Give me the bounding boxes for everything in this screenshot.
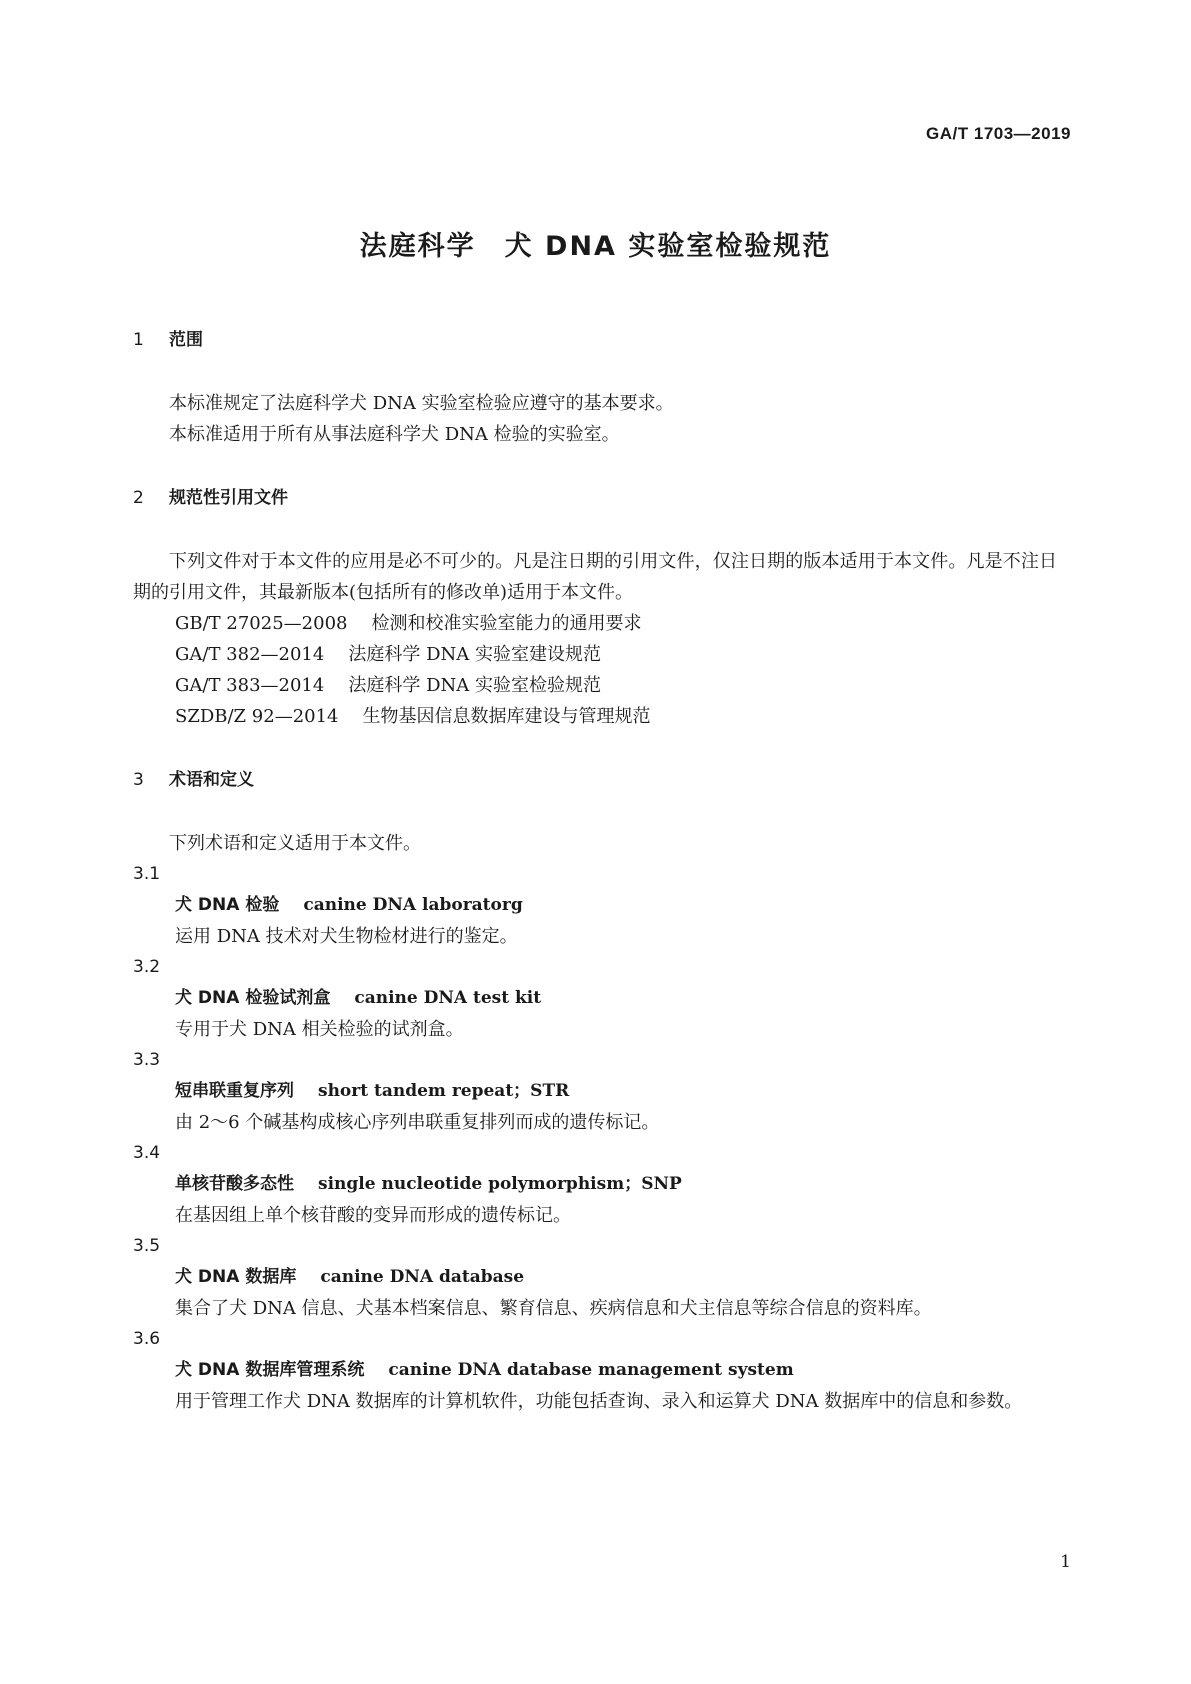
reference-code: GA/T 382—2014 (175, 644, 325, 665)
paragraph: 本标准适用于所有从事法庭科学犬 DNA 检验的实验室。 (169, 424, 620, 445)
term-name (133, 1355, 1057, 1386)
document-title: 法庭科学 犬 DNA 实验室检验规范 (359, 231, 832, 262)
section-heading-scope (133, 326, 1057, 354)
term-definition: 用于管理工作犬 DNA 数据库的计算机软件，功能包括查询、录入和运算犬 DNA 数据库中的信息和参数。 (175, 1391, 1023, 1412)
section-number: 2 (133, 488, 144, 508)
section-number: 3 (133, 770, 144, 790)
paragraph: 下列术语和定义适用于本文件。 (169, 833, 421, 854)
term-entry (133, 1231, 1057, 1324)
term-number: 3.5 (133, 1236, 161, 1256)
term-definition: 在基因组上单个核苷酸的变异而形成的遗传标记。 (175, 1205, 571, 1226)
term-name-zh: 单核苷酸多态性 (175, 1174, 294, 1194)
reference-code: SZDB/Z 92—2014 (175, 706, 339, 727)
term-number: 3.6 (133, 1329, 161, 1349)
term-number: 3.2 (133, 957, 161, 977)
section-heading-terms-definitions (133, 766, 1057, 794)
term-name (133, 983, 1057, 1014)
page-number: 1 (1060, 1552, 1071, 1572)
reference-code: GB/T 27025—2008 (175, 613, 348, 634)
document-body (133, 326, 1057, 1417)
term-definition: 专用于犬 DNA 相关检验的试剂盒。 (175, 1019, 464, 1040)
reference-item (133, 639, 1057, 670)
term-name-en: short tandem repeat；STR (318, 1081, 570, 1101)
reference-item (133, 701, 1057, 732)
term-name (133, 1076, 1057, 1107)
reference-code: GA/T 383—2014 (175, 675, 325, 696)
reference-title: 法庭科学 DNA 实验室建设规范 (348, 644, 601, 665)
section-title: 规范性引用文件 (169, 488, 288, 508)
term-number: 3.4 (133, 1143, 161, 1163)
term-name-en: canine DNA database management system (388, 1360, 794, 1380)
reference-item (133, 670, 1057, 701)
term-definition: 集合了犬 DNA 信息、犬基本档案信息、繁育信息、疾病信息和犬主信息等综合信息的资料库。 (175, 1298, 932, 1319)
term-name-en: single nucleotide polymorphism；SNP (318, 1174, 682, 1194)
term-entry (133, 1138, 1057, 1231)
term-name-en: canine DNA laboratorg (303, 895, 523, 915)
term-entry (133, 952, 1057, 1045)
term-name (133, 890, 1057, 921)
term-name (133, 1262, 1057, 1293)
term-name-zh: 短串联重复序列 (175, 1081, 294, 1101)
term-definition: 运用 DNA 技术对犬生物检材进行的鉴定。 (175, 926, 518, 947)
term-entry (133, 1324, 1057, 1417)
term-name (133, 1169, 1057, 1200)
reference-item (133, 608, 1057, 639)
paragraph: 本标准规定了法庭科学犬 DNA 实验室检验应遵守的基本要求。 (169, 393, 674, 414)
standard-code: GA/T 1703—2019 (926, 124, 1071, 143)
term-number: 3.3 (133, 1050, 161, 1070)
term-entry (133, 859, 1057, 952)
reference-title: 法庭科学 DNA 实验室检验规范 (348, 675, 601, 696)
section-title: 范围 (169, 330, 203, 350)
section-title: 术语和定义 (169, 770, 254, 790)
section-heading-normative-references (133, 484, 1057, 512)
term-name-zh: 犬 DNA 检验试剂盒 (175, 988, 331, 1008)
term-number: 3.1 (133, 864, 161, 884)
term-name-zh: 犬 DNA 检验 (175, 895, 280, 915)
term-name-en: canine DNA test kit (354, 988, 542, 1008)
term-definition: 由 2～6 个碱基构成核心序列串联重复排列而成的遗传标记。 (175, 1112, 660, 1133)
reference-title: 生物基因信息数据库建设与管理规范 (362, 706, 651, 727)
term-entry (133, 1045, 1057, 1138)
section-number: 1 (133, 330, 144, 350)
reference-title: 检测和校准实验室能力的通用要求 (371, 613, 642, 634)
term-name-en: canine DNA database (320, 1267, 525, 1287)
paragraph: 下列文件对于本文件的应用是必不可少的。凡是注日期的引用文件，仅注日期的版本适用于本文件。凡是不注日期的引用文件，其最新版本(包括所有的修改单)适用于本文件。 (133, 551, 1057, 603)
term-name-zh: 犬 DNA 数据库 (175, 1267, 297, 1287)
term-name-zh: 犬 DNA 数据库管理系统 (175, 1360, 365, 1380)
